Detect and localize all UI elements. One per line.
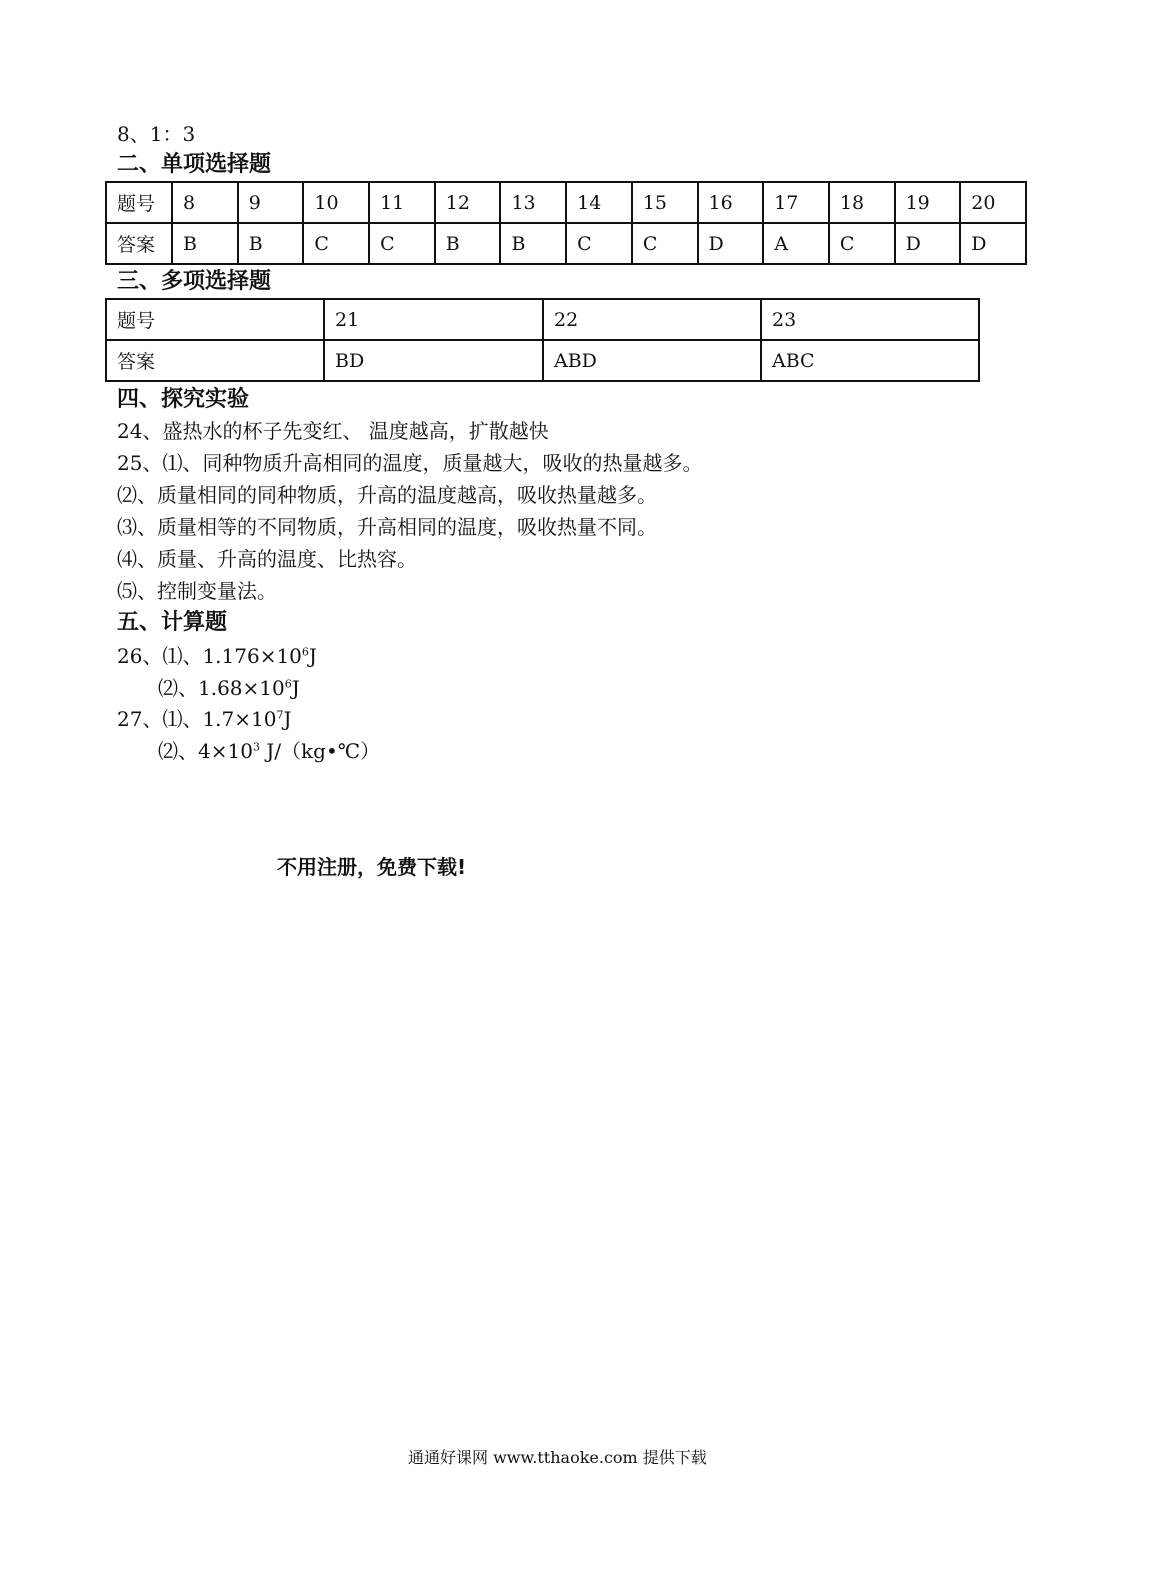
- answer-cell: C: [829, 223, 895, 264]
- row-header-question: 题号: [106, 299, 324, 340]
- question-number: 8: [172, 182, 238, 223]
- unit: J: [283, 707, 292, 731]
- calc-value: ⑵、1.68×10: [158, 676, 285, 700]
- free-download-note: 不用注册，免费下载!: [277, 855, 467, 879]
- table-row-questions: [106, 299, 979, 340]
- question-number: 11: [369, 182, 435, 223]
- calc-answer-27-1: [117, 707, 292, 731]
- question-number: 15: [632, 182, 698, 223]
- exponent: 3: [252, 740, 260, 754]
- table-row-answers: [106, 340, 979, 381]
- calc-value: ⑵、4×10: [158, 739, 253, 763]
- answer-cell: D: [960, 223, 1026, 264]
- experiment-line-24: 24、盛热水的杯子先变红、 温度越高，扩散越快: [117, 419, 549, 443]
- answer-cell: D: [895, 223, 961, 264]
- answer-cell: BD: [324, 340, 543, 381]
- experiment-line-25-5: ⑸、控制变量法。: [117, 579, 277, 603]
- experiment-line-25-2: ⑵、质量相同的同种物质，升高的温度越高，吸收热量越多。: [117, 483, 657, 507]
- exponent: 6: [284, 677, 292, 691]
- question-number: 20: [960, 182, 1026, 223]
- table-row-questions: [106, 182, 1026, 223]
- question-number: 13: [500, 182, 566, 223]
- question-number: 18: [829, 182, 895, 223]
- page-footer: 通通好课网 www.tthaoke.com 提供下载: [408, 1448, 707, 1467]
- calc-answer-26-2: [158, 676, 300, 700]
- answer-cell: ABC: [761, 340, 979, 381]
- question-number: 21: [324, 299, 543, 340]
- unit: J: [291, 676, 300, 700]
- answer-cell: C: [303, 223, 369, 264]
- question-number: 10: [303, 182, 369, 223]
- section2-heading: 二、单项选择题: [117, 152, 272, 177]
- question-number: 9: [238, 182, 304, 223]
- question-number: 22: [543, 299, 761, 340]
- calc-value: 26、⑴、1.176×10: [117, 644, 302, 668]
- answer-cell: A: [763, 223, 829, 264]
- section5-heading: 五、计算题: [117, 610, 228, 635]
- row-header-answer: 答案: [106, 223, 172, 264]
- answer-cell: C: [369, 223, 435, 264]
- calc-answer-27-2: [158, 739, 380, 763]
- answer-cell: B: [435, 223, 501, 264]
- multi-choice-table: [105, 298, 980, 382]
- answer-cell: D: [698, 223, 764, 264]
- answer-cell: C: [632, 223, 698, 264]
- question-number: 19: [895, 182, 961, 223]
- unit: J: [308, 644, 317, 668]
- answer-cell: ABD: [543, 340, 761, 381]
- exponent: 6: [301, 645, 309, 659]
- question-number: 12: [435, 182, 501, 223]
- row-header-question: 题号: [106, 182, 172, 223]
- question-number: 17: [763, 182, 829, 223]
- answer-cell: B: [172, 223, 238, 264]
- question-number: 14: [566, 182, 632, 223]
- unit: J/（kg•℃）: [259, 739, 381, 763]
- exponent: 7: [276, 708, 284, 722]
- section3-heading: 三、多项选择题: [117, 269, 272, 294]
- section4-heading: 四、探究实验: [117, 387, 250, 412]
- answer-cell: B: [238, 223, 304, 264]
- answer-cell: B: [500, 223, 566, 264]
- answer-cell: C: [566, 223, 632, 264]
- calc-value: 27、⑴、1.7×10: [117, 707, 277, 731]
- experiment-line-25-4: ⑷、质量、升高的温度、比热容。: [117, 547, 417, 571]
- single-choice-table: [105, 181, 1027, 265]
- question-number: 16: [698, 182, 764, 223]
- top-answer-line: 8、1：3: [117, 122, 196, 146]
- table-row-answers: [106, 223, 1026, 264]
- row-header-answer: 答案: [106, 340, 324, 381]
- calc-answer-26-1: [117, 644, 317, 668]
- experiment-line-25-3: ⑶、质量相等的不同物质，升高相同的温度，吸收热量不同。: [117, 515, 657, 539]
- question-number: 23: [761, 299, 979, 340]
- experiment-line-25-1: 25、⑴、同种物质升高相同的温度，质量越大，吸收的热量越多。: [117, 451, 703, 475]
